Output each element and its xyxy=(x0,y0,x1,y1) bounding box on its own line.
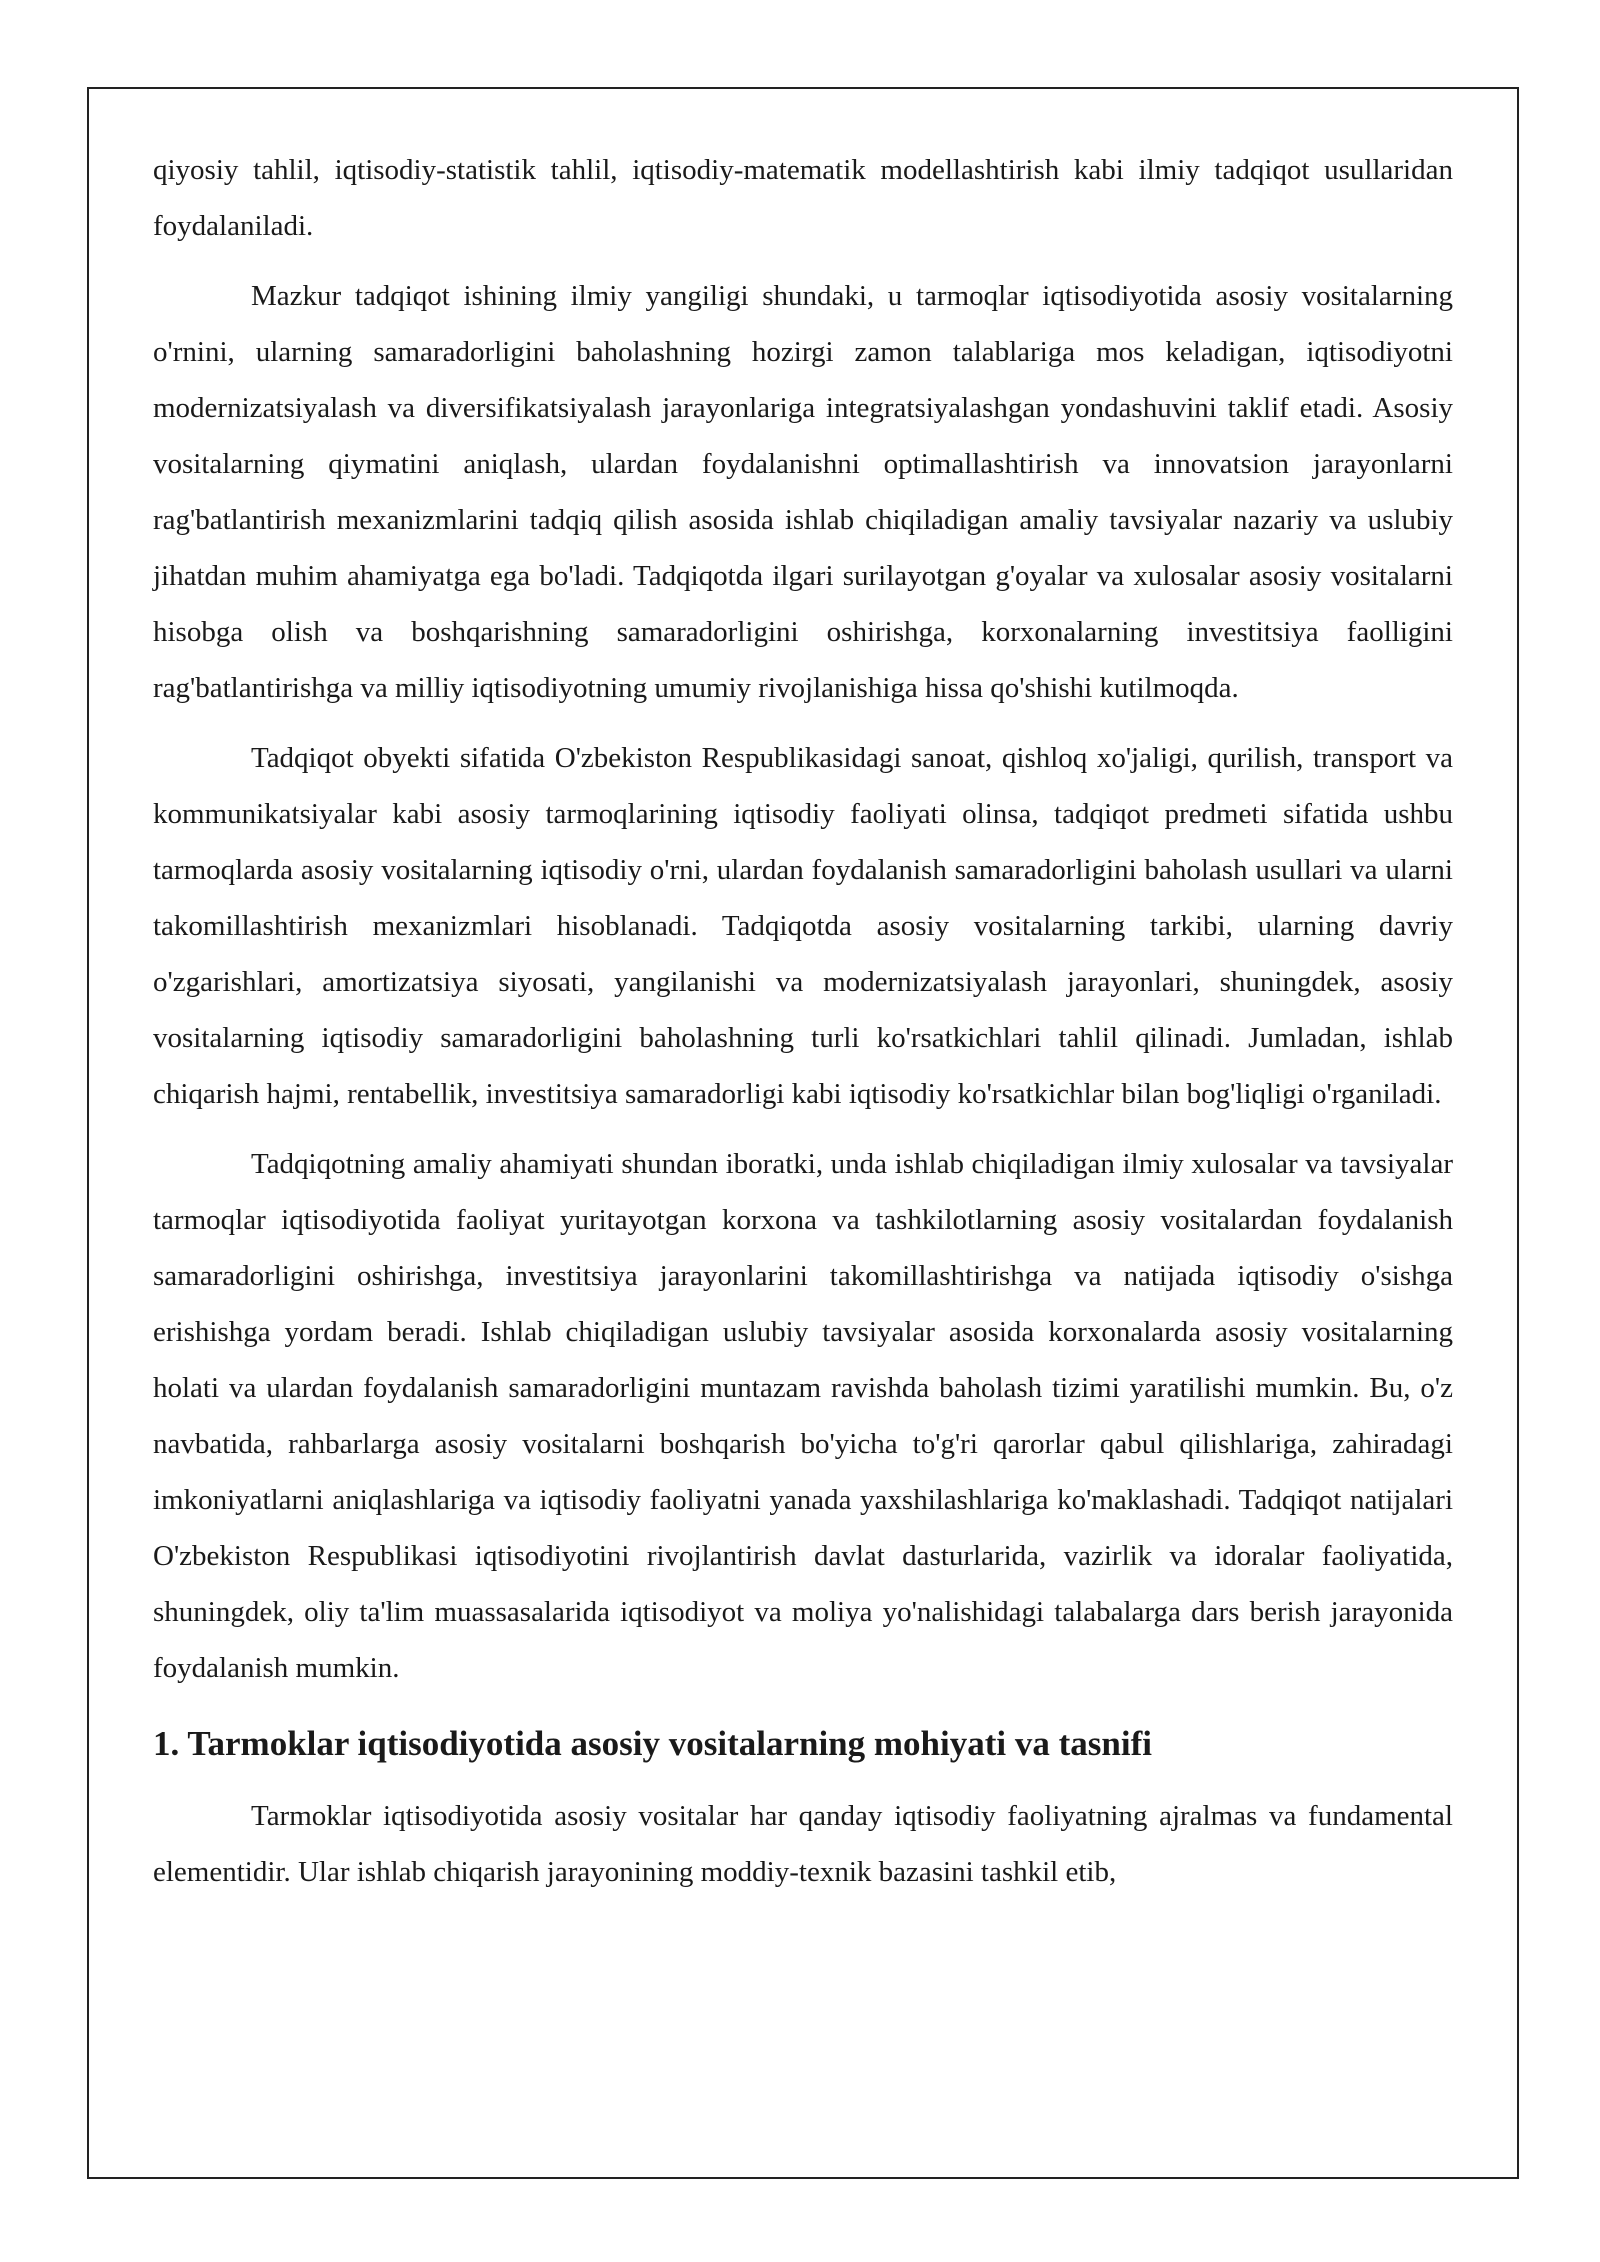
document-body xyxy=(153,142,1453,1914)
paragraph-section-intro: Tarmoklar iqtisodiyotida asosiy vositalar har qanday iqtisodiy faoliyatning ajralmas va fundamental elementidir. Ular ishlab chiqarish jarayonining moddiy-texnik bazasini tashkil etib, xyxy=(153,1800,1453,1888)
paragraph-novelty: Mazkur tadqiqot ishining ilmiy yangiligi shundaki, u tarmoqlar iqtisodiyotida asosiy vositalarning o'rnini, ularning samaradorligini baholashning hozirgi zamon talablariga mos keladigan, iqtisodiyotni modernizatsiyalash va diversifikatsiyalash jarayonlariga integratsiyalashgan yondashuvini taklif etadi. Asosiy vositalarning qiymatini aniqlash, ulardan foydalanishni optimallashtirish va innovatsion jarayonlarni rag'batlantirish mexanizmlarini tadqiq qilish asosida ishlab chiqiladigan amaliy tavsiyalar nazariy va uslubiy jihatdan muhim ahamiyatga ega bo'ladi. Tadqiqotda ilgari surilayotgan g'oyalar va xulosalar asosiy vositalarni hisobga olish va boshqarishning samaradorligini oshirishga, korxonalarning investitsiya faolligini rag'batlantirishga va milliy iqtisodiyotning umumiy rivojlanishiga hissa qo'shishi kutilmoqda. xyxy=(153,280,1453,704)
paragraph-methods: qiyosiy tahlil, iqtisodiy-statistik tahlil, iqtisodiy-matematik modellashtirish kabi ilmiy tadqiqot usullaridan foydalaniladi. xyxy=(153,154,1453,242)
paragraph-object-subject: Tadqiqot obyekti sifatida O'zbekiston Respublikasidagi sanoat, qishloq xo'jaligi, qurilish, transport va kommunikatsiyalar kabi asosiy tarmoqlarining iqtisodiy faoliyati olinsa, tadqiqot predmeti sifatida ushbu tarmoqlarda asosiy vositalarning iqtisodiy o'rni, ulardan foydalanish samaradorligini baholash usullari va ularni takomillashtirish mexanizmlari hisoblanadi. Tadqiqotda asosiy vositalarning tarkibi, ularning davriy o'zgarishlari, amortizatsiya siyosati, yangilanishi va modernizatsiyalash jarayonlari, shuningdek, asosiy vositalarning iqtisodiy samaradorligini baholashning turli ko'rsatkichlari tahlil qilinadi. Jumladan, ishlab chiqarish hajmi, rentabellik, investitsiya samaradorligi kabi iqtisodiy ko'rsatkichlar bilan bog'liqligi o'rganiladi. xyxy=(153,742,1453,1110)
section-heading: 1. Tarmoklar iqtisodiyotida asosiy vositalarning mohiyati va tasnifi xyxy=(153,1724,1152,1763)
paragraph-practical-significance: Tadqiqotning amaliy ahamiyati shundan iboratki, unda ishlab chiqiladigan ilmiy xulosalar va tavsiyalar tarmoqlar iqtisodiyotida faoliyat yuritayotgan korxona va tashkilotlarning asosiy vositalardan foydalanish samaradorligini oshirishga, investitsiya jarayonlarini takomillashtirishga va natijada iqtisodiy o'sishga erishishga yordam beradi. Ishlab chiqiladigan uslubiy tavsiyalar asosida korxonalarda asosiy vositalarning holati va ulardan foydalanish samaradorligini muntazam ravishda baholash tizimi yaratilishi mumkin. Bu, o'z navbatida, rahbarlarga asosiy vositalarni boshqarish bo'yicha to'g'ri qarorlar qabul qilishlariga, zahiradagi imkoniyatlarni aniqlashlariga va iqtisodiy faoliyatni yanada yaxshilashlariga ko'maklashadi. Tadqiqot natijalari O'zbekiston Respublikasi iqtisodiyotini rivojlantirish davlat dasturlarida, vazirlik va idoralar faoliyatida, shuningdek, oliy ta'lim muassasalarida iqtisodiyot va moliya yo'nalishidagi talabalarga dars berish jarayonida foydalanish mumkin. xyxy=(153,1148,1453,1684)
